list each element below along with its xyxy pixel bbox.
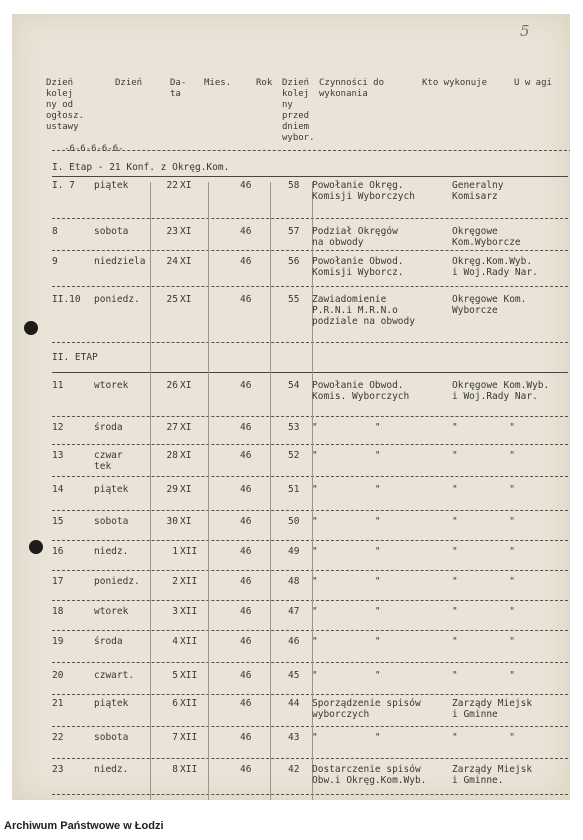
cell-month: XI [180,226,192,237]
row-rule [52,176,568,177]
cell-who: Okręgowe Kom. Wyborcze [452,294,527,316]
cell-date: 1 [172,546,178,557]
cell-before: 53 [288,422,300,433]
cell-before: 52 [288,450,300,461]
header-performer: Kto wykonuje [422,78,488,88]
punch-hole-bottom [29,540,43,554]
stage-one-title: I. Etap - 21 Konf. z Okręg.Kom. [52,162,230,173]
cell-who: Generalny Komisarz [452,180,504,202]
row-rule [52,250,568,251]
cell-year: 46 [240,422,252,433]
cell-day: piątek [94,180,129,191]
cell-month: XII [180,732,198,743]
cell-num: 21 [52,698,64,709]
cell-num: 23 [52,764,64,775]
cell-day: sobota [94,226,129,237]
cell-date: 3 [172,606,178,617]
row-rule [52,416,568,417]
cell-before: 58 [288,180,300,191]
cell-day: czwar tek [94,450,123,472]
cell-task: Sporządzenie spisów wyborczych [312,698,421,720]
cell-before: 49 [288,546,300,557]
cell-month: XII [180,576,198,587]
cell-day: sobota [94,516,129,527]
cell-year: 46 [240,484,252,495]
cell-year: 46 [240,380,252,391]
cell-date: 7 [172,732,178,743]
cell-year: 46 [240,576,252,587]
cell-year: 46 [240,670,252,681]
cell-num: 11 [52,380,64,391]
cell-day: wtorek [94,606,129,617]
cell-task: " " [312,606,381,617]
cell-day: poniedz. [94,294,140,305]
cell-year: 46 [240,732,252,743]
cell-date: 6 [172,698,178,709]
cell-who: Zarządy Miejsk i Gminne [452,698,533,720]
header-month: Mies. [204,78,232,88]
cell-year: 46 [240,294,252,305]
cell-task: " " [312,484,381,495]
cell-day: środa [94,636,123,647]
cell-date: 2 [172,576,178,587]
cell-num: 13 [52,450,64,461]
cell-date: 27 [166,422,178,433]
header-day: Dzień [115,78,143,88]
row-rule [52,570,568,571]
cell-num: 15 [52,516,64,527]
cell-month: XI [180,422,192,433]
cell-task: " " [312,636,381,647]
row-rule [52,630,568,631]
cell-date: 4 [172,636,178,647]
cell-year: 46 [240,636,252,647]
cell-who: " " [452,546,515,557]
cell-year: 46 [240,698,252,709]
cell-month: XI [180,256,192,267]
header-days-before: Dzień kolej ny przed dniem wybor. [282,78,315,143]
archive-name: Archiwum Państwowe w Łodzi [4,820,164,832]
cell-before: 54 [288,380,300,391]
header-day-from-announcement: Dzień kolej ny od ogłosz. ustawy [46,78,84,132]
cell-before: 48 [288,576,300,587]
cell-month: XII [180,698,198,709]
cell-task: " " [312,670,381,681]
row-rule [52,600,568,601]
cell-month: XII [180,764,198,775]
column-rule [270,182,271,800]
stage-two-title: II. ETAP [52,352,98,363]
cell-before: 43 [288,732,300,743]
cell-date: 26 [166,380,178,391]
cell-month: XII [180,670,198,681]
cell-year: 46 [240,764,252,775]
separator-dashes: -6-6-6-6-6- [64,144,124,154]
row-rule [52,444,568,445]
cell-who: " " [452,732,515,743]
cell-num: 18 [52,606,64,617]
header-rule [52,150,570,151]
cell-before: 50 [288,516,300,527]
row-rule [52,662,568,663]
cell-date: 8 [172,764,178,775]
cell-num: 19 [52,636,64,647]
cell-day: sobota [94,732,129,743]
cell-month: XII [180,546,198,557]
cell-day: poniedz. [94,576,140,587]
row-rule [52,286,568,287]
cell-num: 12 [52,422,64,433]
row-rule [52,476,568,477]
cell-num: 22 [52,732,64,743]
cell-before: 51 [288,484,300,495]
cell-before: 42 [288,764,300,775]
header-remarks: U w agi [514,78,552,88]
cell-task: " " [312,576,381,587]
cell-date: 5 [172,670,178,681]
cell-task: " " [312,450,381,461]
cell-who: " " [452,450,515,461]
cell-who: " " [452,670,515,681]
cell-num: 20 [52,670,64,681]
cell-day: niedziela [94,256,146,267]
cell-who: Okręgowe Kom.Wyborcze [452,226,521,248]
cell-day: wtorek [94,380,129,391]
row-rule [52,694,568,695]
cell-year: 46 [240,546,252,557]
cell-date: 22 [166,180,178,191]
cell-task: " " [312,732,381,743]
cell-year: 46 [240,450,252,461]
cell-month: XI [180,380,192,391]
cell-who: Okręg.Kom.Wyb. i Woj.Rady Nar. [452,256,538,278]
cell-num: 9 [52,256,58,267]
cell-year: 46 [240,606,252,617]
cell-before: 55 [288,294,300,305]
header-year: Rok [256,78,273,88]
cell-before: 46 [288,636,300,647]
cell-who: Zarządy Miejsk i Gminne. [452,764,533,786]
cell-day: niedz. [94,546,129,557]
cell-num: I. 7 [52,180,75,191]
cell-num: 17 [52,576,64,587]
archive-footer [0,800,583,840]
cell-year: 46 [240,226,252,237]
cell-year: 46 [240,256,252,267]
cell-day: czwart. [94,670,135,681]
cell-month: XII [180,606,198,617]
row-rule [52,794,568,795]
cell-year: 46 [240,516,252,527]
cell-month: XI [180,516,192,527]
cell-num: 16 [52,546,64,557]
cell-before: 47 [288,606,300,617]
cell-who: " " [452,516,515,527]
cell-task: Podział Okręgów na obwody [312,226,398,248]
cell-month: XI [180,450,192,461]
cell-task: " " [312,516,381,527]
cell-num: 14 [52,484,64,495]
page-number: 5 [520,22,530,40]
cell-month: XII [180,636,198,647]
cell-num: II.10 [52,294,81,305]
cell-task: Powołanie Obwod. Komis. Wyborczych [312,380,410,402]
document-sheet [12,14,570,800]
cell-month: XI [180,180,192,191]
cell-task: " " [312,546,381,557]
cell-day: środa [94,422,123,433]
cell-date: 25 [166,294,178,305]
cell-date: 30 [166,516,178,527]
row-rule [52,342,568,343]
cell-date: 28 [166,450,178,461]
cell-date: 23 [166,226,178,237]
cell-date: 24 [166,256,178,267]
row-rule [52,372,568,373]
row-rule [52,758,568,759]
cell-year: 46 [240,180,252,191]
cell-who: " " [452,576,515,587]
punch-hole-top [24,321,38,335]
cell-month: XI [180,294,192,305]
cell-task: Dostarczenie spisów Obw.i Okręg.Kom.Wyb. [312,764,427,786]
cell-before: 57 [288,226,300,237]
cell-who: " " [452,636,515,647]
cell-month: XI [180,484,192,495]
row-rule [52,726,568,727]
row-rule [52,540,568,541]
cell-who: " " [452,422,515,433]
cell-before: 45 [288,670,300,681]
cell-num: 8 [52,226,58,237]
cell-task: " " [312,422,381,433]
cell-before: 44 [288,698,300,709]
cell-date: 29 [166,484,178,495]
header-date: Da- ta [170,78,187,99]
cell-who: " " [452,606,515,617]
cell-task: Powołanie Obwod. Komisji Wyborcz. [312,256,404,278]
cell-task: Powołanie Okręg. Komisji Wyborczych [312,180,415,202]
cell-before: 56 [288,256,300,267]
row-rule [52,510,568,511]
cell-day: piątek [94,484,129,495]
cell-day: piątek [94,698,129,709]
cell-day: niedz. [94,764,129,775]
cell-who: " " [452,484,515,495]
row-rule [52,218,568,219]
header-task: Czynności do wykonania [319,78,385,99]
cell-task: Zawiadomienie P.R.N.i M.R.N.o podziale na obwody [312,294,415,327]
cell-who: Okręgowe Kom.Wyb. i Woj.Rady Nar. [452,380,550,402]
